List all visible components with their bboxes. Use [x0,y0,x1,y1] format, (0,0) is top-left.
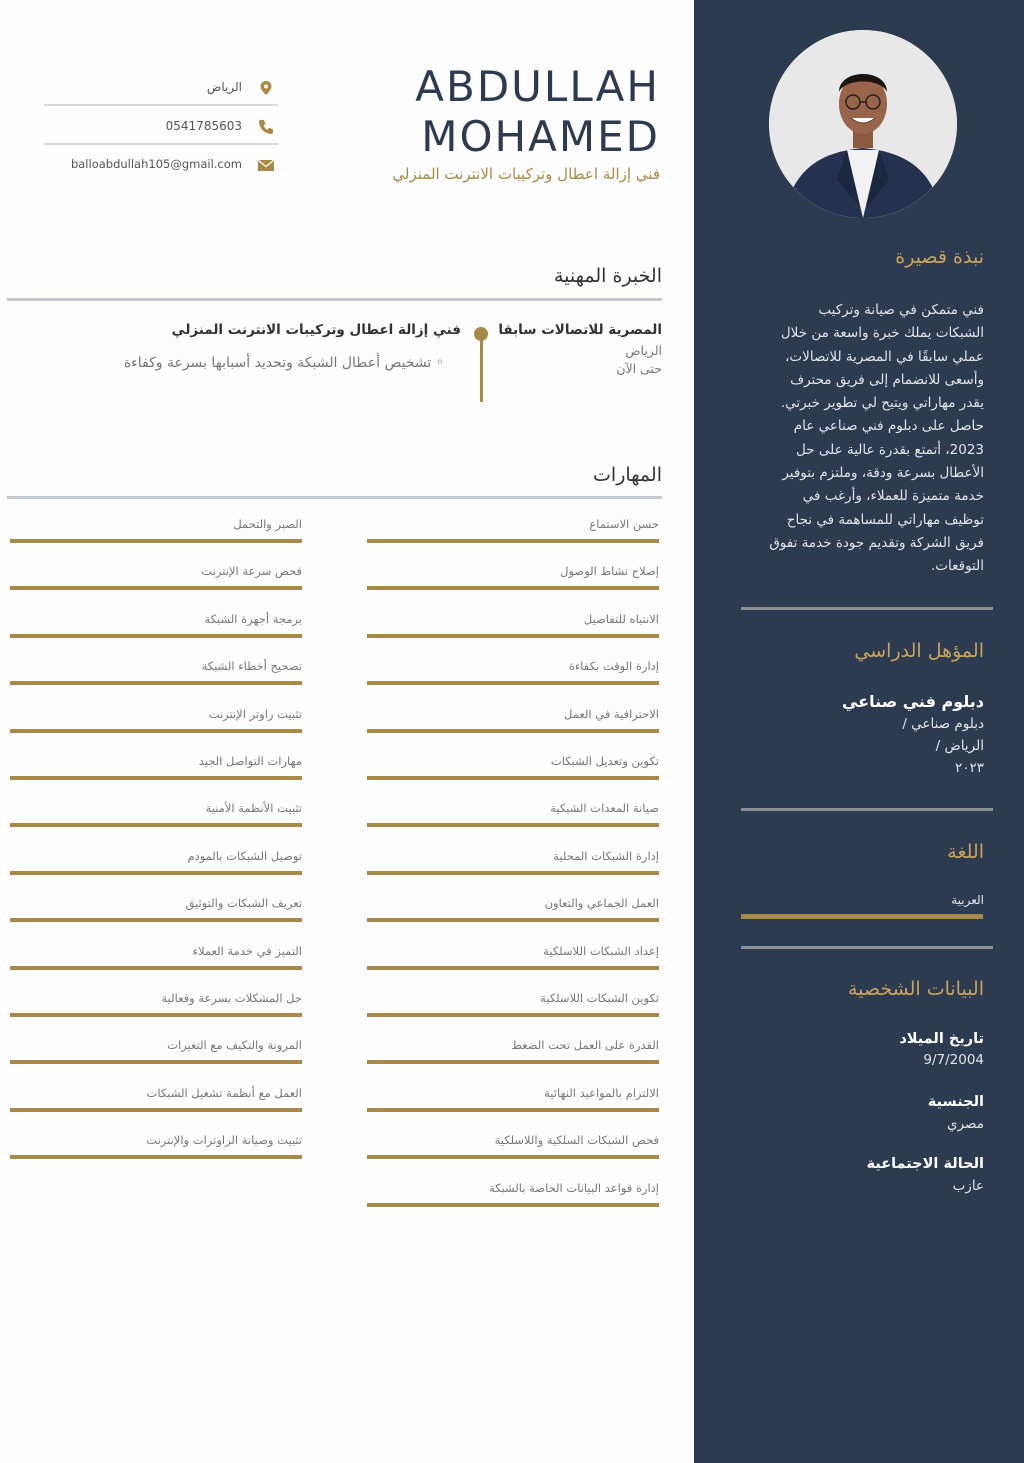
profile-photo [769,30,957,218]
location-text: الرياض [206,80,242,94]
email-text: balloabdullah105@gmail.com [70,157,242,171]
skill-item: إدارة قواعد البيانات الخاصة بالشبكة [367,1181,659,1211]
skill-item: القدرة على العمل تحت الضغط [367,1038,659,1068]
skill-item: مهارات التواصل الجيد [10,754,302,784]
skill-item: المرونة والتكيف مع التغيرات [10,1038,302,1068]
skill-item: حل المشكلات بسرعة وفعالية [10,991,302,1021]
contact-location [44,76,278,104]
language-title: اللغة [947,841,984,863]
nationality-value: مصري [947,1116,984,1132]
skill-item: صيانة المعدات الشبكية [367,801,659,831]
skill-item: إدارة الشبكات المحلية [367,849,659,879]
language-item: العربية [951,893,984,907]
phone-icon [256,117,276,137]
divider [741,946,993,949]
skill-item: تثبيت الأنظمة الأمنية [10,801,302,831]
profile-title: نبذة قصيرة [895,246,984,268]
skill-item: تكوين وتعديل الشبكات [367,754,659,784]
profile-text: فني متمكن في صيانة وتركيب الشبكات يملك خبرة واسعة من خلال عملي سابقًا في المصرية للاتصالات، وأسعى للانضمام إلى فريق محترف يقدر مهاراتي ويتيح لي تطوير خبرتي. حاصل على دبلوم فني صناعي عام 2023، أتمتع بقدرة عالية على حل الأعطال بسرعة ودقة، وملتزم بتوفير خدمة متميزة للعملاء، وأرغب في توظيف مهاراتي للمساهمة في نجاح فريق الشركة وتقديم جودة خدمة تفوق التوقعات. [769,302,984,575]
skill-item: العمل الجماعي والتعاون [367,896,659,926]
full-name: ABDULLAH MOHAMED [415,62,660,161]
skill-item: تعريف الشبكات والتوثيق [10,896,302,926]
marital-label: الحالة الاجتماعية [866,1156,984,1172]
skill-item: الانتباه للتفاصيل [367,612,659,642]
experience-company: المصرية للاتصالات سابقا [498,322,662,338]
contact-email [44,153,278,181]
avatar [769,30,957,218]
birth-value: 9/7/2004 [923,1052,984,1068]
skill-item: إدارة الوقت بكفاءة [367,659,659,689]
experience-title: الخبرة المهنية [553,265,662,287]
divider [44,143,278,145]
skill-item: العمل مع أنظمة تشغيل الشبكات [10,1086,302,1116]
skills-title: المهارات [593,464,662,486]
skill-item: الالتزام بالمواعيد النهائية [367,1086,659,1116]
edu-year: ٢٠٢٣ [954,760,984,776]
skill-item: إصلاح نشاط الوصول [367,564,659,594]
skill-item: التميز في خدمة العملاء [10,944,302,974]
experience-city: الرياض [625,343,662,358]
marital-value: عازب [952,1178,984,1194]
skill-item: تثبيت وصيانة الراوترات والإنترنت [10,1133,302,1163]
education-title: المؤهل الدراسي [854,640,984,662]
section-divider [7,496,662,499]
skill-item: تصحيح أخطاء الشبكة [10,659,302,689]
skill-item: إعداد الشبكات اللاسلكية [367,944,659,974]
skill-item: تكوين الشبكات اللاسلكية [367,991,659,1021]
edu-city: الرياض / [935,738,984,754]
skill-item: الصبر والتحمل [10,517,302,547]
nationality-label: الجنسية [927,1094,984,1110]
skill-item: حسن الاستماع [367,517,659,547]
divider [741,607,993,610]
experience-period: حتى الآن [616,361,662,376]
phone-text: 0541785603 [165,119,242,133]
skill-item: برمجة أجهزة الشبكة [10,612,302,642]
skill-item: توصيل الشبكات بالمودم [10,849,302,879]
bullet-dot: ◦ [431,355,444,371]
contact-phone [44,115,278,143]
experience-role: فني إزالة اعطال وتركيبات الانترنت المنزلي [171,322,461,338]
sidebar [694,0,1024,1463]
personal-title: البيانات الشخصية [847,978,984,1000]
job-tagline: فني إزالة اعطال وتركيبات الانترنت المنزلي [392,165,660,183]
skill-item: تثبيت راوتر الإنترنت [10,707,302,737]
experience-bullet: ◦ تشخيص أعطال الشبكة وتحديد أسبابها بسرعة وكفاءة [123,355,444,371]
language-level-bar [741,914,983,919]
birth-label: تاريخ الميلاد [899,1031,984,1047]
skill-item: فحص سرعة الإنترنت [10,564,302,594]
divider [741,808,993,811]
skill-item: الاحترافية في العمل [367,707,659,737]
degree-sub: دبلوم صناعي / [902,716,984,732]
divider [44,104,278,106]
degree: دبلوم فني صناعي [842,692,984,711]
location-pin-icon [256,78,276,98]
timeline-line [480,338,483,402]
section-divider [7,298,662,301]
mail-icon [256,155,276,175]
skill-item: فحص الشبكات السلكية واللاسلكية [367,1133,659,1163]
